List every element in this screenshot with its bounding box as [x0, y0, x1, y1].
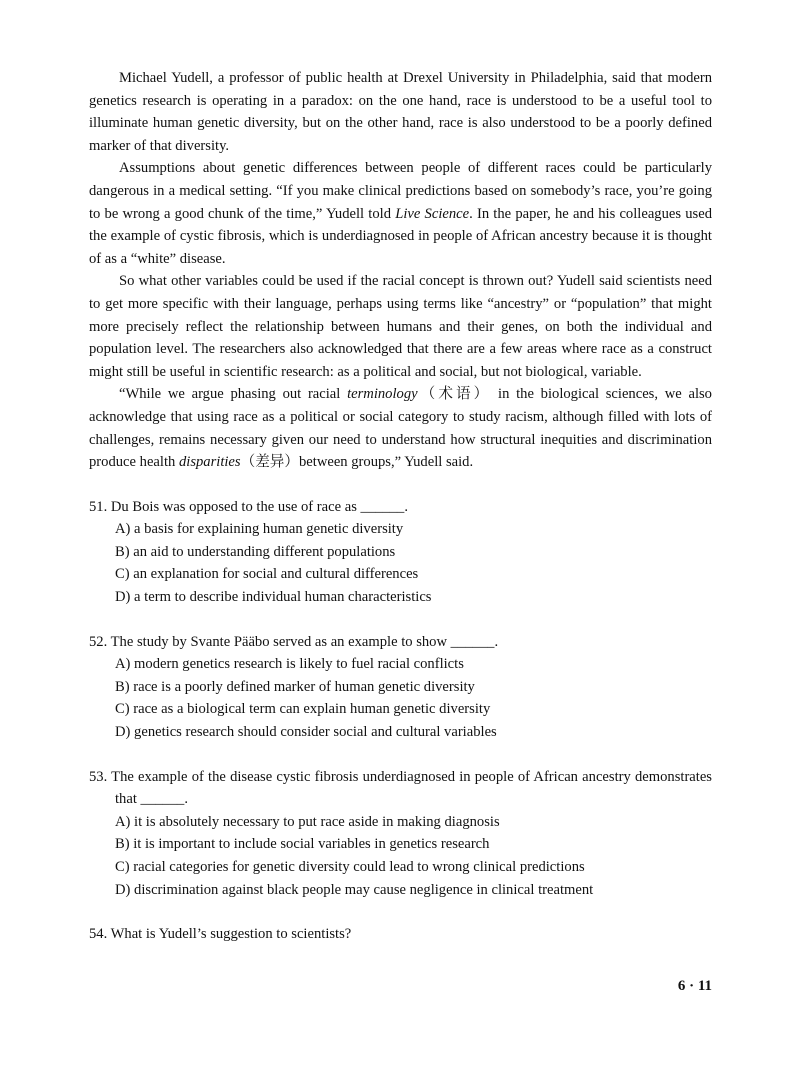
option-c: C) an explanation for social and cultural differences	[115, 566, 419, 583]
option-d: D) discrimination against black people may cause negligence in clinical treatment	[115, 881, 594, 898]
option-c: C) racial categories for genetic diversity could lead to wrong clinical predictions	[115, 859, 585, 875]
option-a: A) a basis for explaining human genetic diversity	[115, 521, 404, 538]
paragraph-4-text-c: between groups,” Yudell said.	[298, 454, 474, 471]
option-b: B) race is a poorly defined marker of human genetic diversity	[115, 678, 475, 695]
passage-paragraph-2	[89, 157, 712, 270]
gloss-terminology: （术语）	[417, 386, 492, 403]
passage-paragraph-4	[89, 383, 712, 473]
option-a: A) modern genetics research is likely to fuel racial conflicts	[115, 656, 464, 673]
passage-paragraph-3: So what other variables could be used if the racial concept is thrown out? Yudell said scientists need to get more specific with their language, perhaps using terms like “ancestry” or “population” that might more precisely reflect the relationship between humans and their genes, on both the individual and population level. The researchers also acknowledged that there are a few areas where race as a construct might still be useful in scientific research: as a political and social, but not biological, variable.	[89, 273, 712, 380]
paragraph-2-text-a: Assumptions about genetic differences between people of different races could be particularly dangerous in a medical setting. “If you make clinical predictions based on somebody’s race, you’re going to be wrong a good chunk of the time,” Yudell told	[89, 160, 712, 222]
question-stem: 52. The study by Svante Pääbo served as an example to show ______.	[89, 633, 499, 650]
option-d: D) a term to describe individual human characteristics	[115, 589, 432, 606]
exam-page	[89, 67, 712, 946]
question-51	[89, 496, 712, 609]
question-52	[89, 631, 712, 744]
term-disparities: disparities	[178, 454, 241, 471]
question-53	[89, 766, 712, 902]
page-number: 6 · 11	[677, 978, 712, 994]
question-stem: 54. What is Yudell’s suggestion to scientists?	[89, 926, 352, 943]
option-d: D) genetics research should consider social and cultural variables	[115, 724, 497, 741]
live-science-title: Live Science	[395, 205, 470, 222]
passage-paragraph-1: Michael Yudell, a professor of public health at Drexel University in Philadelphia, said that modern genetics research is operating in a paradox: on the one hand, race is understood to be a useful tool to illuminate human genetic diversity, but on the other hand, race is also understood to be a poorly defined marker of that diversity.	[89, 70, 712, 154]
gloss-disparities: （差异）	[240, 454, 299, 471]
question-stem: 51. Du Bois was opposed to the use of race as ______.	[89, 498, 408, 515]
paragraph-4-text-b: in the biological sciences, we also acknowledge that using race as a political or social category to study racism, although filled with lots of challenges, remains necessary given our need to understand how structural inequities and discrimination produce health	[89, 386, 712, 471]
paragraph-2-text-b: . In the paper, he and his colleagues used the example of cystic fibrosis, which is underdiagnosed in people of African ancestry because it is thought of as a “white” disease.	[89, 205, 712, 267]
term-terminology: terminology	[347, 386, 418, 403]
option-b: B) an aid to understanding different populations	[115, 543, 396, 560]
question-stem: 53. The example of the disease cystic fibrosis underdiagnosed in people of African ancestry demonstrates that ______.	[89, 768, 712, 808]
option-a: A) it is absolutely necessary to put race aside in making diagnosis	[115, 813, 500, 830]
question-54	[89, 923, 712, 946]
option-b: B) it is important to include social variables in genetics research	[115, 836, 490, 853]
paragraph-4-text-a: “While we argue phasing out racial	[119, 386, 348, 403]
option-c: C) race as a biological term can explain human genetic diversity	[115, 701, 491, 718]
